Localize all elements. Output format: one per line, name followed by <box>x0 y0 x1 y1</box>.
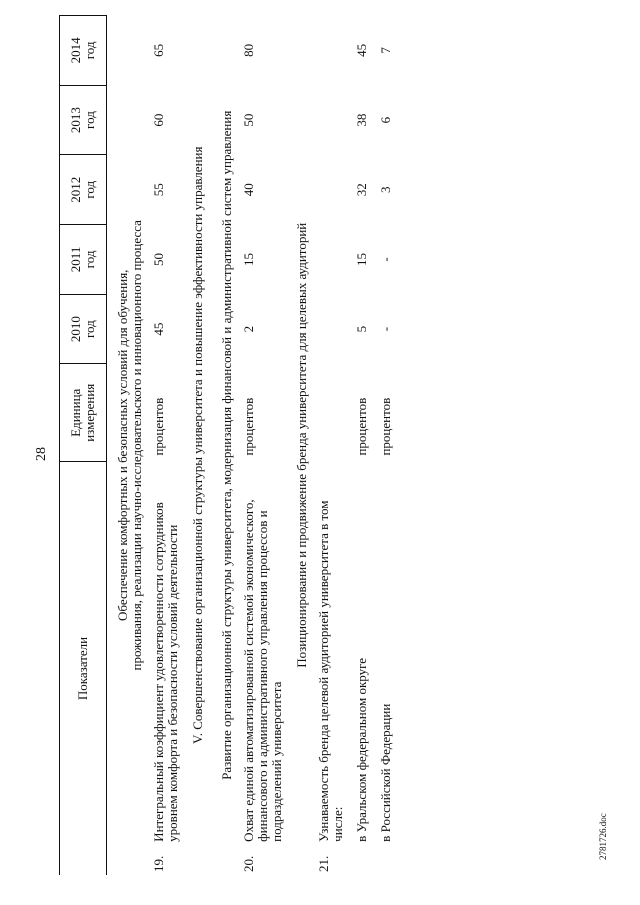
section-heading: V. Совершенствование организационной структуры университета и повышение эффективности управления <box>190 146 205 744</box>
row-indicator: Интегральный коэффициент удовлетворенности сотрудников уровнем комфорта и безопасности условий деятельности <box>151 502 180 842</box>
row-indicator: в Уральском федеральном округе <box>354 657 369 842</box>
table-row: 19. Интегральный коэффициент удовлетворенности сотрудников уровнем комфорта и безопасности условий деятельности процентов 45 50 55 60 65 <box>151 43 180 872</box>
header-year-2012: 2012 год <box>60 155 107 225</box>
table-row: в Уральском федеральном округе процентов 5 15 32 38 45 <box>353 16 371 876</box>
table-row: в Российской Федерации процентов - - 3 6 7 <box>377 16 395 876</box>
section-heading: Обеспечение комфортных и безопасных условий для обучения, проживания, реализации научно-исследовательского и инновационного процесса <box>115 220 144 671</box>
header-year-2010: 2010 год <box>60 294 107 364</box>
indicators-table <box>59 15 395 875</box>
table-row: 21. Узнаваемость бренда целевой аудиторией университета в том числе: <box>315 16 347 876</box>
header-year-2013: 2013 год <box>60 85 107 155</box>
header-unit: Единица измерения <box>60 364 107 462</box>
section-heading: Позиционирование и продвижение бренда университета для целевых аудиторий <box>294 222 309 668</box>
table-header <box>60 16 107 876</box>
page-number-text: 28 <box>34 447 49 461</box>
table-row: 20. Охват единой автоматизированной системой экономического, финансового и административного управления процессов и подразделений университета процентов 2 15 40 50 80 <box>241 43 284 872</box>
row-indicator: в Российской Федерации <box>378 703 393 842</box>
rotated-page <box>59 15 529 875</box>
row-indicator: Охват единой автоматизированной системой экономического, финансового и административного управления процессов и подразделений университета <box>241 499 284 842</box>
row-indicator: Узнаваемость бренда целевой аудиторией университета в том числе: <box>316 500 345 842</box>
footer-filename: 2781726.doc <box>598 813 608 860</box>
section-heading: Развитие организационной структуры университета, модернизация финансовой и административной систем управления <box>219 110 234 780</box>
header-year-2014: 2014 год <box>60 16 107 86</box>
header-year-2011: 2011 год <box>60 225 107 295</box>
header-indicator: Показатели <box>60 462 107 875</box>
